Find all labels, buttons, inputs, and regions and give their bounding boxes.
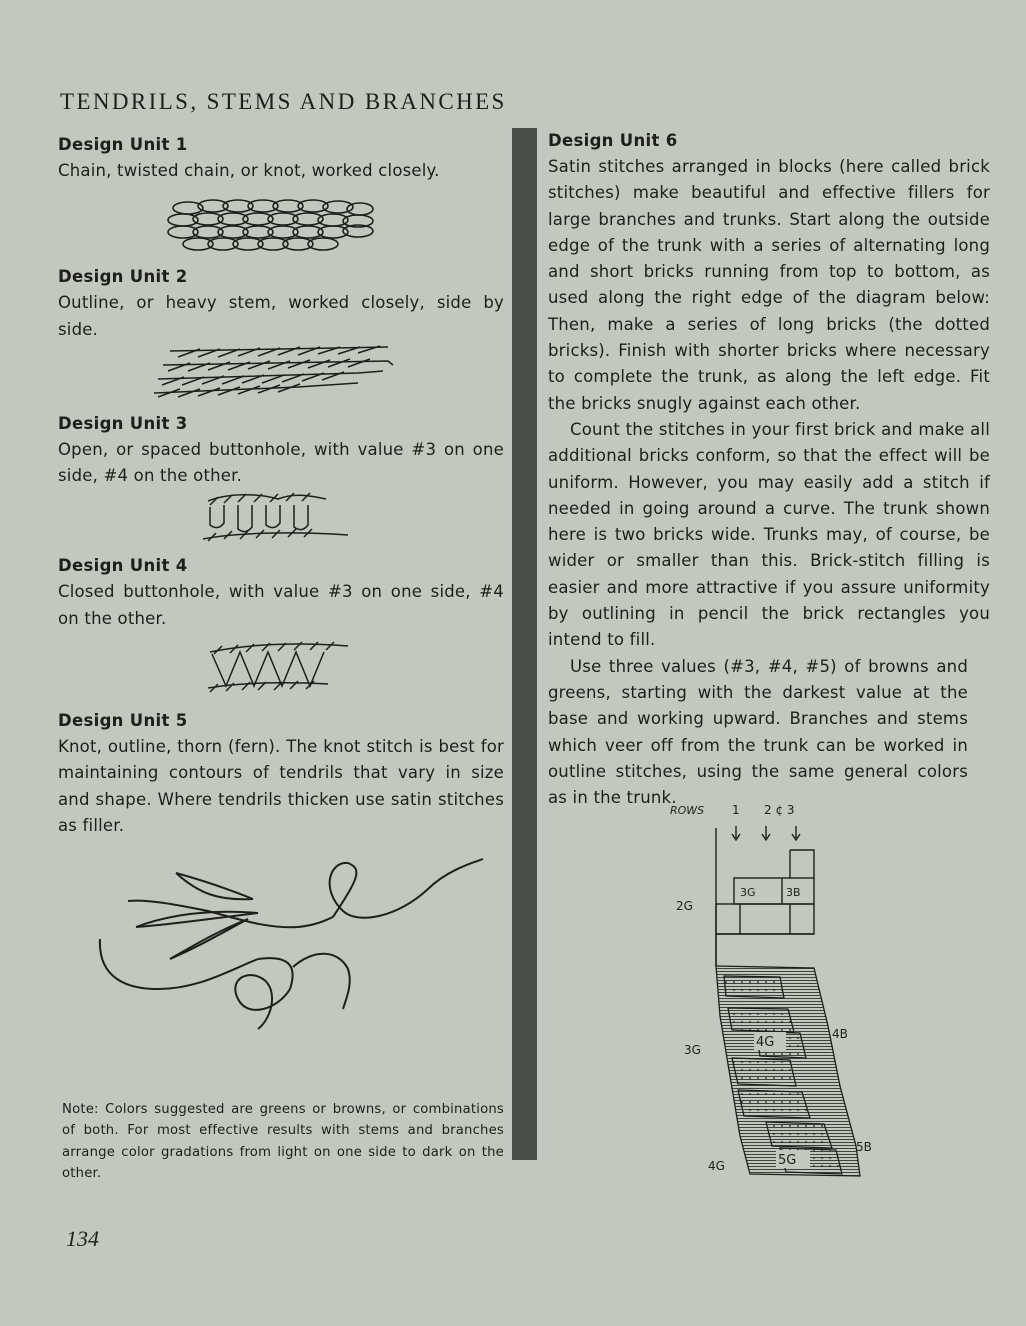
unit6-paragraph-3: Use three values (#3, #4, #5) of browns and greens, starting with the darkest value at the base and working upward. Branches and stems which veer off from the trunk can be worked in outline stitches, using the same general colors as in the trunk. [548,656,968,808]
unit6-paragraph-1: Satin stitches arranged in blocks (here called brick stitches) make beautiful and effective fillers for large branches and trunks. Start along the outside edge of the trunk with a series of alternating long and short bricks running from top to bottom, as used along the right edge of the diagram below: Then, make a series of long bricks (the dotted bricks). Finish with shorter bricks where necessary to complete the trunk, as along the left edge. Fit the bricks snugly against each other. [548,157,990,413]
closed-buttonhole-illustration [58,632,504,708]
tendril-illustration [58,839,504,1059]
color-note: Note: Colors suggested are greens or browns, or combinations of both. For most effective results with stems and branches arrange color gradations from light on one side to dark on the other. [62,1102,504,1181]
brick-label-4b: 4B [832,1027,848,1041]
outline-stitch-illustration [58,343,504,407]
brick-label-5g: 5G [778,1153,797,1168]
unit-heading: Design Unit 5 [58,711,188,731]
unit-description: Chain, twisted chain, or knot, worked closely. [58,161,440,180]
unit-heading: Design Unit 6 [548,131,678,150]
brick-label-4g-bottom: 4G [708,1159,725,1173]
unit-heading: Design Unit 3 [58,413,188,433]
row-2-3-label: 2 ¢ 3 [764,803,795,817]
unit-description: Closed buttonhole, with value #3 on one side, #4 on the other. [58,582,504,628]
right-column [548,128,990,811]
design-unit-5 [58,708,504,1059]
outline-stitch-drawing [58,343,498,407]
unit-heading: Design Unit 4 [58,556,188,576]
page-title: TENDRILS, STEMS AND BRANCHES [60,89,507,115]
tendril-drawing [58,839,498,1059]
chain-stitch-drawing [58,184,498,264]
brick-label-3g-left: 3G [684,1043,701,1057]
left-column [58,132,504,1059]
brick-label-3b: 3B [786,886,801,899]
brick-label-2g: 2G [676,899,693,913]
brick-label-3g-top: 3G [740,886,756,899]
column-divider [512,128,537,1160]
unit-description: Open, or spaced buttonhole, with value #3 on one side, #4 on the other. [58,439,504,486]
chain-stitch-illustration [58,184,504,264]
design-unit-4 [58,553,504,708]
brick-stitch-diagram [660,796,900,1186]
unit6-paragraph-2: Count the stitches in your first brick and make all additional bricks conform, so that the effect will be uniform. However, you may easily add a stitch if needed in going around a curve. The trunk shown here is two bricks wide. Trunks may, of course, be wider or smaller than this. Brick-stitch filling is easier and more attractive if you assure uniformity by outlining in pencil the brick rectangles you intend to fill. [548,419,990,650]
closed-buttonhole-drawing [58,632,498,708]
unit-heading: Design Unit 1 [58,135,188,154]
design-unit-1 [58,132,504,264]
design-unit-2 [58,264,504,407]
page-number: 134 [66,1226,99,1251]
open-buttonhole-illustration [58,489,504,551]
design-unit-3 [58,411,504,552]
row-1-label: 1 [732,803,740,817]
unit-description: Outline, or heavy stem, worked closely, side by side. [58,293,504,339]
unit-description: Knot, outline, thorn (fern). The knot stitch is best for maintaining contours of tendrils that vary in size and shape. Where tendrils thicken use satin stitches as filler. [58,737,504,835]
unit-heading: Design Unit 2 [58,267,188,287]
brick-label-4g: 4G [756,1035,775,1050]
open-buttonhole-drawing [58,489,498,551]
brick-label-5b: 5B [856,1140,872,1154]
rows-label: ROWS [670,804,705,817]
